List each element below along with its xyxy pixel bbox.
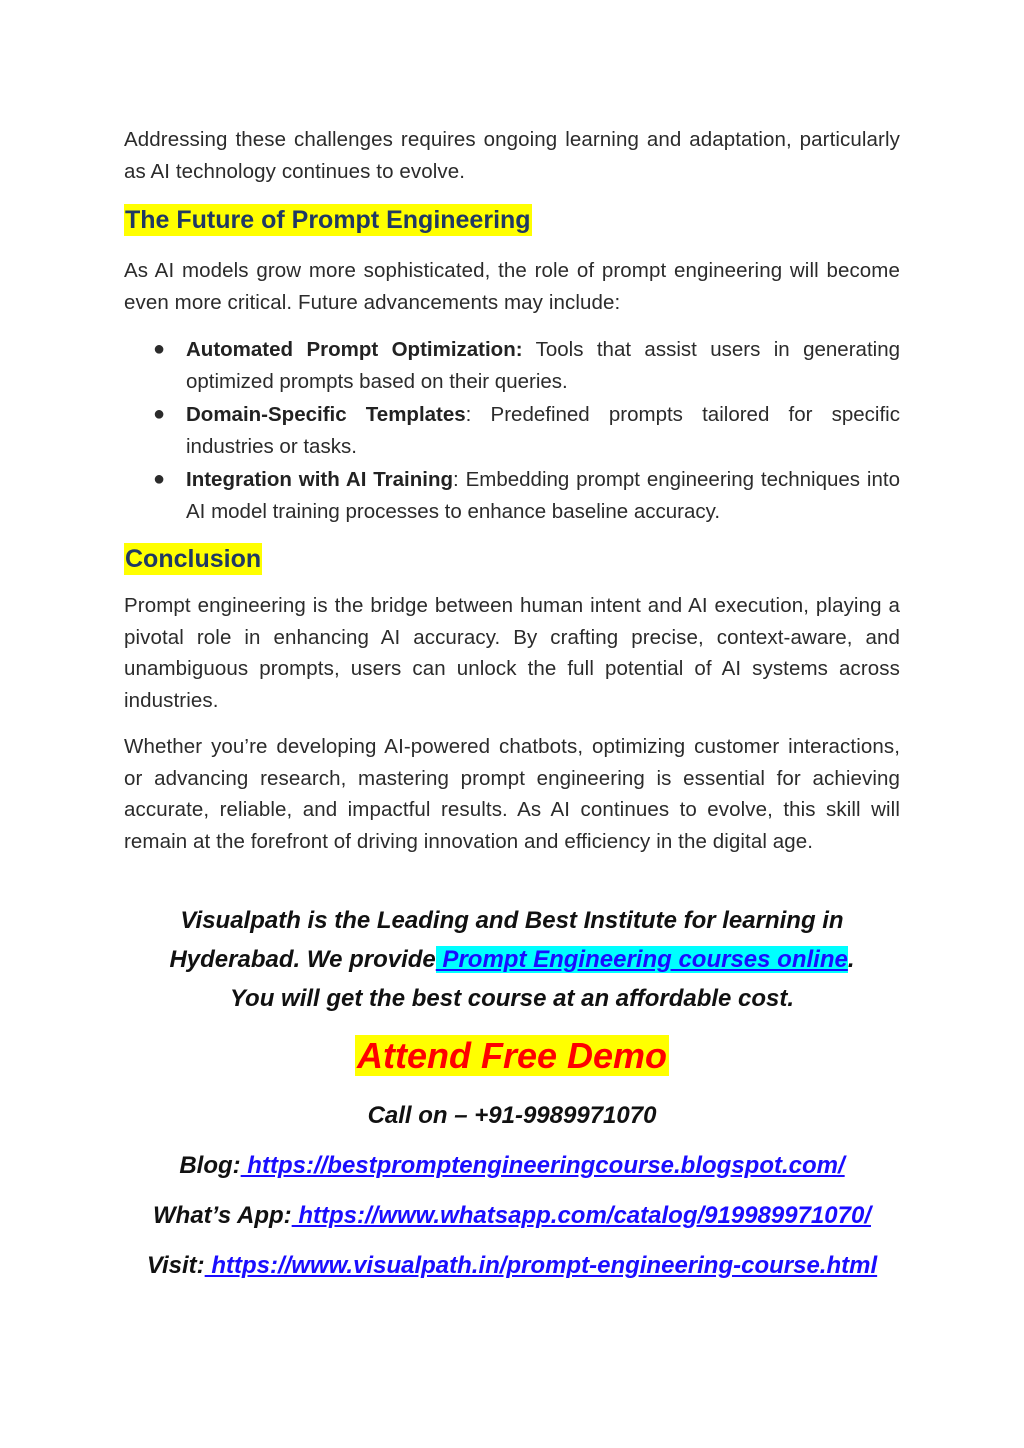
promo-line-1: Visualpath is the Leading and Best Institute for learning in: [180, 907, 844, 934]
conclusion-paragraph-2: Whether you’re developing AI-powered chatbots, optimizing customer interactions, or advancing research, mastering prompt engineering is essential for achieving accurate, reliable, and impactful results. As AI continues to evolve, this skill will remain at the forefront of driving innovation and efficiency in the digital age.: [124, 735, 900, 853]
conclusion-paragraph-1-block: [124, 590, 900, 716]
list-item: [124, 334, 900, 397]
whatsapp-label: What’s App:: [153, 1202, 292, 1229]
courses-online-link[interactable]: Prompt Engineering courses online: [435, 946, 848, 973]
call-line: Call on – +91-9989971070: [367, 1102, 657, 1129]
intro-block: [124, 124, 900, 187]
future-heading-text: The Future of Prompt Engineering: [125, 206, 531, 234]
bullet-text: Tools that assist users in generating optimized prompts based on their queries.: [186, 338, 900, 393]
bullet-icon: ●: [153, 468, 166, 490]
intro-paragraph: Addressing these challenges requires ongoing learning and adaptation, particularly as AI technology continues to evolve.: [124, 128, 900, 183]
blog-line: [0, 1150, 1024, 1182]
bullet-icon: ●: [153, 403, 166, 425]
visit-line: [0, 1250, 1024, 1282]
blog-link[interactable]: https://bestpromptengineeringcourse.blogspot.com/: [240, 1152, 845, 1179]
conclusion-paragraph-1: Prompt engineering is the bridge between human intent and AI execution, playing a pivotal role in enhancing AI accuracy. By crafting precise, context-aware, and unambiguous prompts, users can unlock the full potential of AI systems across industries.: [124, 594, 900, 712]
promo-line-3: You will get the best course at an affordable cost.: [229, 985, 795, 1012]
visit-link[interactable]: https://www.visualpath.in/prompt-engineering-course.html: [204, 1252, 878, 1279]
whatsapp-line: [0, 1200, 1024, 1232]
future-bullet-list: [124, 334, 900, 529]
promo-line-2-prefix: Hyderabad. We provide: [169, 946, 436, 973]
bullet-text: : Embedding prompt engineering techniques into AI model training processes to enhance baseline accuracy.: [186, 468, 900, 523]
bullet-term: Integration with AI Training: [186, 468, 454, 491]
bullet-term: Automated Prompt Optimization:: [186, 338, 523, 361]
conclusion-paragraph-2-block: [124, 731, 900, 857]
bullet-term: Domain-Specific Templates: [186, 403, 466, 426]
bullet-icon: ●: [153, 338, 166, 360]
conclusion-heading: [124, 541, 900, 577]
future-heading: [124, 202, 900, 238]
bullet-text: : Predefined prompts tailored for specific industries or tasks.: [186, 403, 900, 458]
list-item: [124, 464, 900, 527]
attend-demo-banner: [0, 1033, 1024, 1079]
whatsapp-link[interactable]: https://www.whatsapp.com/catalog/919989971070/: [291, 1202, 871, 1229]
list-item: [124, 399, 900, 462]
conclusion-heading-block: [124, 541, 900, 577]
future-heading-block: [124, 202, 900, 238]
conclusion-heading-text: Conclusion: [125, 545, 262, 573]
future-paragraph: As AI models grow more sophisticated, the role of prompt engineering will become even more critical. Future advancements may include:: [124, 259, 900, 314]
promo-line-2-suffix: .: [847, 946, 855, 973]
attend-demo-text[interactable]: Attend Free Demo: [356, 1035, 668, 1076]
visit-label: Visit:: [146, 1252, 205, 1279]
future-paragraph-block: [124, 255, 900, 318]
blog-label: Blog:: [179, 1152, 241, 1179]
promo-line-2: [0, 941, 1024, 979]
